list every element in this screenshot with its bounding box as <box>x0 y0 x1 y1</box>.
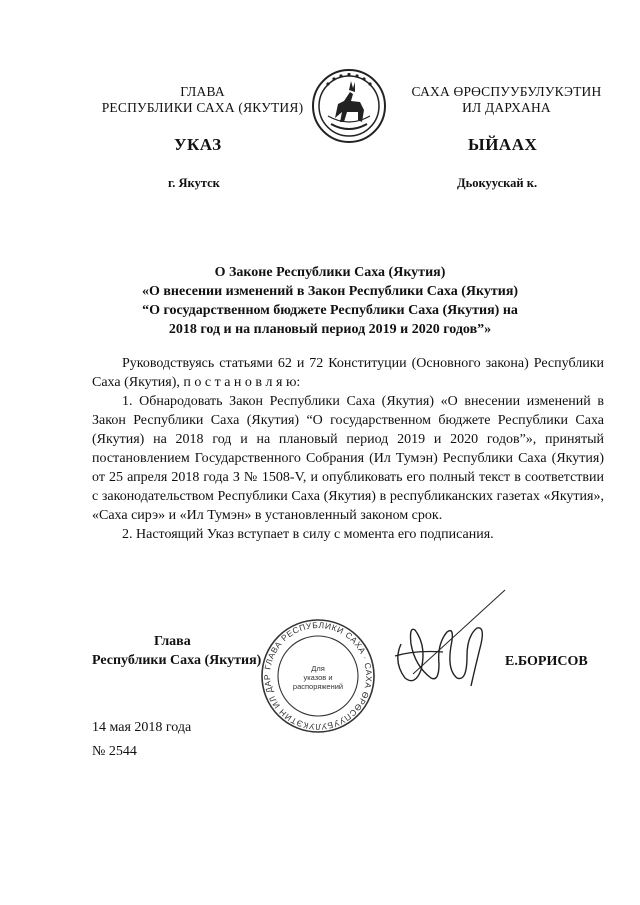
title-line1: О Законе Республики Саха (Якутия) <box>214 265 446 280</box>
signer-name: Е.БОРИСОВ <box>505 654 588 669</box>
item-1-paragraph: 1. Обнародовать Закон Республики Саха (Якутия) «О внесении изменений в Закон Республики Саха (Якутия) “О государственном бюджете Республики Саха (Якутия) на 2018 год и на плановый период 2019 и 2020 годов”», принятый постановлением Государственного Собрания (Ил Тумэн) Республики Саха (Якутия) от 25 апреля 2018 года З № 1508-V, и опубликовать его полный текст в соответствии с законодательством Республики Саха (Якутия) в республиканских газетах «Якутия», «Саха сирэ» и «Ил Тумэн» в установленный законом срок. <box>92 394 604 523</box>
signature-title-line2: Республики Саха (Якутия) <box>92 653 262 668</box>
coat-of-arms-emblem <box>311 68 387 144</box>
doc-type-sakha: ЫЙААХ <box>468 135 538 154</box>
city-sakha: Дьокуускай к. <box>457 176 538 190</box>
document-number: № 2544 <box>92 744 137 759</box>
header-left-line2: РЕСПУБЛИКИ САХА (ЯКУТИЯ) <box>101 100 304 115</box>
document-body <box>92 354 604 544</box>
signature-title-line1: Глава <box>154 634 191 649</box>
header-right-line2: ИЛ ДАРХАНА <box>462 100 551 115</box>
title-line3: “О государственном бюджете Республики Саха (Якутия) на <box>142 303 518 318</box>
doc-type-ru: УКАЗ <box>174 135 222 154</box>
city-ru: г. Якутск <box>168 176 220 190</box>
preamble-paragraph: Руководствуясь статьями 62 и 72 Конституции (Основного закона) Республики Саха (Якутия), п о с т а н о в л я ю: <box>92 356 604 390</box>
stamp-ring-text: ГЛАВА РЕСПУБЛИКИ САХА · САХА ӨРӨСПУУБУЛУКЭТИН ИЛ ДАР <box>261 619 375 733</box>
header-right <box>394 84 619 116</box>
stamp-center-line3: распоряжений <box>292 682 344 691</box>
stamp-center-line1: Для <box>311 664 325 673</box>
header-left-line1: ГЛАВА <box>180 84 225 99</box>
stamp-center-line2: указов и <box>303 673 333 682</box>
title-line4: 2018 год и на плановый период 2019 и 2020 годов”» <box>168 322 492 337</box>
handwritten-signature <box>335 586 510 696</box>
header-right-line1: САХА ӨРӨСПУУБУЛУКЭТИН <box>411 84 602 99</box>
signature-title <box>92 632 292 670</box>
document-date: 14 мая 2018 года <box>92 720 192 735</box>
title-line2: «О внесении изменений в Закон Республики Саха (Якутия) <box>141 284 519 299</box>
header-left <box>95 84 310 116</box>
document-title <box>60 263 600 339</box>
item-2-paragraph: 2. Настоящий Указ вступает в силу с момента его подписания. <box>122 527 494 542</box>
